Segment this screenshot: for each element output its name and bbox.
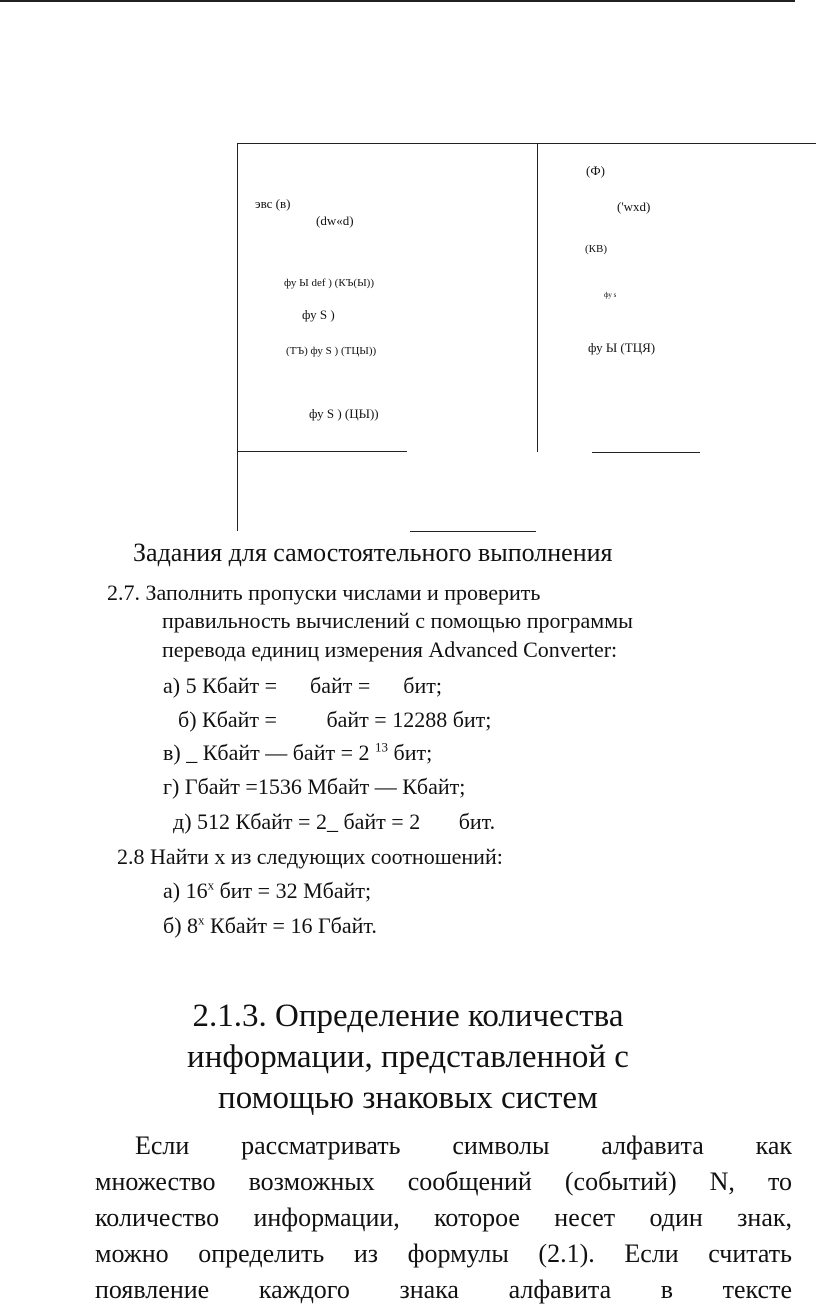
paragraph-line-3: количество информации, которое несет один знак, (95, 1203, 792, 1232)
figure-center-divider (537, 143, 538, 452)
tasks-heading: Задания для самостоятельного выполнения (133, 538, 613, 567)
task-28-b-tail: Кбайт = 16 Гбайт. (204, 913, 377, 938)
task-27-d: г) Гбайт =1536 Мбайт — Кбайт; (163, 774, 466, 799)
paragraph-line-5: появление каждого знака алфавита в тексте (95, 1275, 792, 1304)
fig-left-text-6: фу S ) (ЦЫ)) (309, 406, 379, 421)
fig-right-text-2: ('wxd) (617, 199, 651, 214)
figure-top-border (237, 143, 816, 144)
body-paragraph (95, 1128, 792, 1308)
fig-right-text-4: фу s (604, 291, 617, 299)
task-27-c-text: в) _ Кбайт — байт = 2 (163, 740, 375, 765)
section-title-line-2: информации, представленной с (187, 1039, 629, 1075)
task-28-a-exponent: х (207, 877, 215, 893)
fig-right-text-5: фу Ы (ТЦЯ) (588, 340, 656, 355)
task-27-c-tail: бит; (388, 740, 433, 765)
task-27-line-2: правильность вычислений с помощью программы (162, 608, 633, 633)
top-edge-line (0, 0, 795, 2)
task-28-b (163, 913, 377, 939)
task-28-b-exponent: х (198, 912, 205, 928)
task-27-line-1: 2.7. Заполнить пропуски числами и проверить (107, 580, 541, 605)
task-28-a (163, 878, 371, 904)
fig-left-text-2: (dw«d) (316, 213, 354, 228)
task-27-line-3: перевода единиц измерения Advanced Converter: (162, 637, 618, 662)
paragraph-line-4: можно определить из формулы (2.1). Если считать (95, 1239, 792, 1268)
figure-bottom-left-line (237, 451, 407, 452)
section-title-line-3: помощью знаковых систем (218, 1080, 598, 1116)
fig-left-text-3: фу Ы def ) (КЪ(Ы)) (284, 277, 375, 289)
fig-left-text-5: (ТЪ) фу S ) (ТЦЫ)) (286, 345, 377, 357)
fig-right-text-3: (КВ) (585, 243, 607, 255)
fig-right-text-1: (Ф) (586, 163, 605, 178)
figure-bottom-right-line (592, 452, 700, 453)
section-title-line-1: 2.1.3. Определение количества (192, 998, 624, 1034)
task-27-b: б) Кбайт = байт = 12288 бит; (178, 707, 492, 732)
section-title (120, 996, 696, 1119)
task-27-e: д) 512 Кбайт = 2_ байт = 2 бит. (173, 809, 496, 834)
paragraph-line-2: множество возможных сообщений (событий) N, то (95, 1167, 792, 1196)
task-28-a-text: а) 16 (163, 878, 208, 903)
figure-left-border (237, 143, 238, 531)
task-27-c (163, 740, 432, 766)
fig-left-text-4: фу S ) (302, 307, 335, 322)
task-28-line: 2.8 Найти х из следующих соотношений: (117, 844, 503, 869)
task-27-c-exponent: 13 (375, 739, 388, 755)
figure-lower-line (410, 531, 536, 532)
task-27-a: а) 5 Кбайт = байт = бит; (163, 673, 442, 698)
fig-left-text-1: эвс (в) (255, 196, 291, 211)
paragraph-line-1: Если рассматривать символы алфавита как (135, 1131, 792, 1160)
task-28-b-text: б) 8 (163, 913, 199, 938)
task-28-a-tail: бит = 32 Мбайт; (214, 878, 372, 903)
